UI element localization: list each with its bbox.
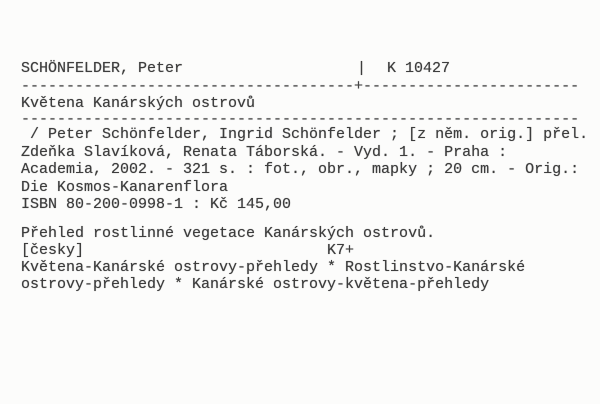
classification-code: K7+ (327, 242, 355, 259)
title: Květena Kanárských ostrovů (21, 95, 256, 112)
description-line: Zdeňka Slavíková, Renata Táborská. - Vyd. 1. - Praha : (21, 144, 508, 161)
divider-rule-title: -------------------------------------------------------------- (21, 111, 580, 128)
subject-headings-line: Květena-Kanárské ostrovy-přehledy * Rostlinstvo-Kanárské (21, 259, 526, 276)
divider-rule-header: -------------------------------------+------------------------ (21, 78, 580, 95)
subject-headings-line: ostrovy-přehledy * Kanárské ostrovy-květena-přehledy (21, 276, 490, 293)
author-heading: SCHÖNFELDER, Peter (21, 60, 184, 77)
original-title-line: Die Kosmos-Kanarenflora (21, 179, 229, 196)
call-number: K 10427 (387, 60, 451, 77)
isbn-price-line: ISBN 80-200-0998-1 : Kč 145,00 (21, 196, 292, 213)
description-line: / Peter Schönfelder, Ingrid Schönfelder ; [z něm. orig.] přel. (21, 126, 589, 143)
call-number-separator: | (357, 60, 367, 77)
description-line: Academia, 2002. - 321 s. : fot., obr., mapky ; 20 cm. - Orig.: (21, 161, 580, 178)
language-note: [česky] (21, 242, 85, 259)
annotation-note: Přehled rostlinné vegetace Kanárských ostrovů. (21, 225, 436, 242)
